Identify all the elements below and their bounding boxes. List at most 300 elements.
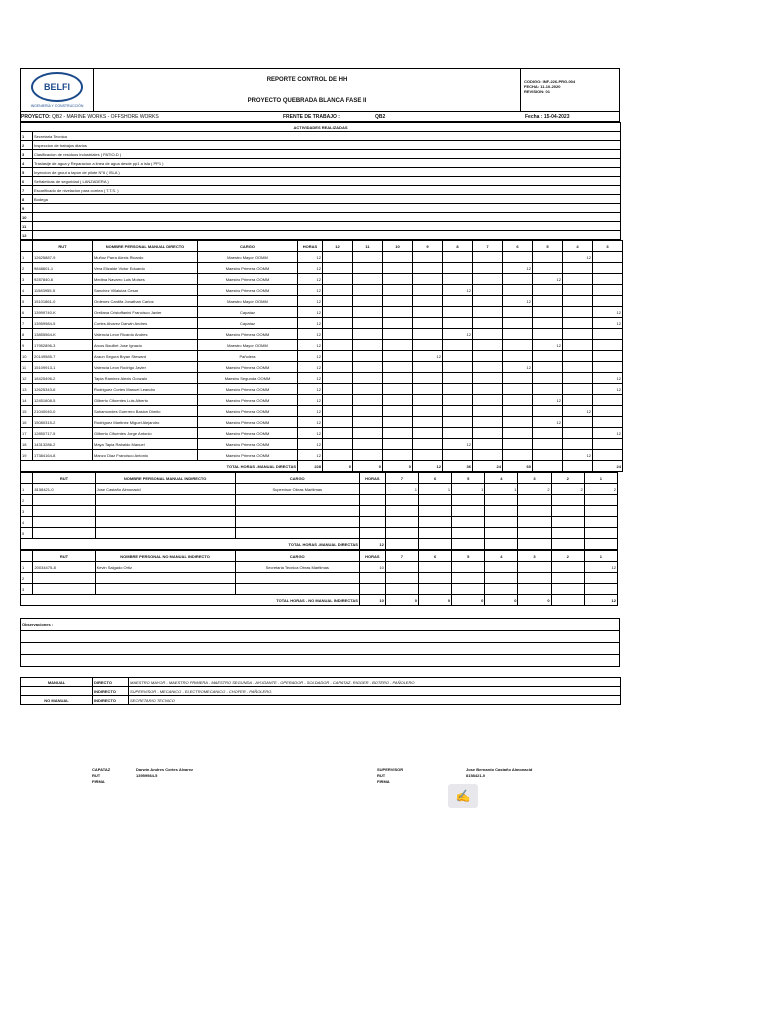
activity-text[interactable]: Señaleticas de seguridad ( LANZADERA )	[33, 177, 621, 186]
activity-hours-cell[interactable]	[533, 439, 563, 450]
activity-hours-cell[interactable]	[353, 318, 383, 329]
activity-hours-cell[interactable]	[485, 517, 518, 528]
activity-hours-cell[interactable]	[533, 362, 563, 373]
activity-hours-cell[interactable]	[353, 406, 383, 417]
activity-hours-cell[interactable]	[413, 329, 443, 340]
activity-hours-cell[interactable]	[473, 417, 503, 428]
total-cell: 0	[518, 595, 551, 606]
activity-hours-cell[interactable]	[385, 506, 418, 517]
activity-hours-cell[interactable]	[323, 263, 353, 274]
activity-number: 4	[21, 159, 33, 168]
activity-hours-cell[interactable]	[593, 285, 623, 296]
activity-hours-cell[interactable]	[443, 351, 473, 362]
worker-row	[21, 373, 623, 384]
activity-hours-cell[interactable]	[473, 450, 503, 461]
activity-hours-cell[interactable]	[563, 340, 593, 351]
activity-hours-cell[interactable]	[518, 562, 551, 573]
activity-hours-cell[interactable]	[563, 329, 593, 340]
activity-hours-cell[interactable]	[593, 274, 623, 285]
row-number: 18	[21, 439, 33, 450]
activity-hours-cell[interactable]	[383, 450, 413, 461]
activity-hours-cell[interactable]	[563, 307, 593, 318]
activity-hours-cell[interactable]: 12	[563, 406, 593, 417]
activity-hours-cell[interactable]: 12	[533, 274, 563, 285]
activity-hours-cell[interactable]	[383, 384, 413, 395]
activity-hours-cell[interactable]	[443, 450, 473, 461]
activity-hours-cell[interactable]	[518, 573, 551, 584]
activity-hours-cell[interactable]	[593, 252, 623, 263]
activity-hours-cell[interactable]	[503, 351, 533, 362]
observations-line[interactable]	[21, 631, 620, 643]
activity-hours-cell[interactable]	[418, 562, 451, 573]
indirect-manual-table	[20, 472, 618, 550]
activity-hours-cell[interactable]	[503, 373, 533, 384]
activity-hours-cell[interactable]	[353, 307, 383, 318]
legend-row	[21, 687, 621, 696]
activity-hours-cell[interactable]	[383, 252, 413, 263]
activity-hours-cell[interactable]: 12	[593, 428, 623, 439]
activity-text[interactable]: Clasificacion de residuos industriales ( PATIO-D )	[33, 150, 621, 159]
header-cell: 5	[452, 551, 485, 562]
activity-hours-cell[interactable]	[518, 506, 551, 517]
signature-label: CAPATAZ	[92, 767, 111, 772]
activity-hours-cell[interactable]: 12	[533, 340, 563, 351]
activity-hours-cell[interactable]	[353, 329, 383, 340]
activity-hours-cell[interactable]	[443, 373, 473, 384]
activity-hours-cell[interactable]	[533, 406, 563, 417]
activity-hours-cell[interactable]	[418, 584, 451, 595]
header-cell: RUT	[33, 473, 95, 484]
activity-hours-cell[interactable]	[353, 384, 383, 395]
activity-hours-cell[interactable]	[584, 528, 617, 539]
activity-hours-cell[interactable]	[485, 506, 518, 517]
row-number: 3	[21, 274, 33, 285]
activity-hours-cell[interactable]	[323, 428, 353, 439]
activity-hours-cell[interactable]: 12	[443, 329, 473, 340]
activity-text[interactable]: Escarificado de nivelacion para corriea ( T.T.S. )	[33, 186, 621, 195]
activity-hours-cell[interactable]: 1	[485, 484, 518, 495]
activity-hours-cell[interactable]	[533, 329, 563, 340]
activity-hours-cell[interactable]	[584, 517, 617, 528]
activity-hours-cell[interactable]	[413, 318, 443, 329]
activity-hours-cell[interactable]	[473, 373, 503, 384]
activity-hours-cell[interactable]	[503, 329, 533, 340]
header-cell: 3	[518, 473, 551, 484]
activity-hours-cell[interactable]: 12	[503, 263, 533, 274]
activity-hours-cell[interactable]	[413, 263, 443, 274]
activity-hours-cell[interactable]	[385, 573, 418, 584]
activity-text[interactable]: Inspeccion de trabajos diarios	[33, 141, 621, 150]
header-cell: 6	[418, 551, 451, 562]
activity-hours-cell[interactable]	[353, 351, 383, 362]
activity-hours-cell[interactable]	[533, 428, 563, 439]
activity-hours-cell[interactable]	[452, 562, 485, 573]
activity-hours-cell[interactable]	[418, 506, 451, 517]
hours-cell: 12	[298, 417, 323, 428]
activity-hours-cell[interactable]	[503, 285, 533, 296]
rut-cell: 14313286-2	[33, 439, 93, 450]
activity-hours-cell[interactable]	[563, 296, 593, 307]
activity-hours-cell[interactable]	[485, 562, 518, 573]
activity-hours-cell[interactable]: 12	[593, 307, 623, 318]
activity-hours-cell[interactable]	[443, 362, 473, 373]
activity-hours-cell[interactable]	[418, 495, 451, 506]
activity-hours-cell[interactable]	[385, 528, 418, 539]
activity-hours-cell[interactable]	[323, 285, 353, 296]
activity-hours-cell[interactable]	[563, 395, 593, 406]
activity-hours-cell[interactable]	[473, 351, 503, 362]
activity-hours-cell[interactable]	[473, 329, 503, 340]
activity-hours-cell[interactable]	[418, 517, 451, 528]
activity-hours-cell[interactable]	[503, 384, 533, 395]
activity-hours-cell[interactable]	[323, 296, 353, 307]
activity-hours-cell[interactable]	[473, 406, 503, 417]
activity-hours-cell[interactable]	[533, 384, 563, 395]
hours-cell: 12	[298, 285, 323, 296]
activity-hours-cell[interactable]	[443, 384, 473, 395]
activity-hours-cell[interactable]: 12	[503, 296, 533, 307]
activity-hours-cell[interactable]	[452, 528, 485, 539]
activity-hours-cell[interactable]	[563, 362, 593, 373]
activity-hours-cell[interactable]: 12	[563, 252, 593, 263]
activity-hours-cell[interactable]	[353, 274, 383, 285]
activity-hours-cell[interactable]	[413, 307, 443, 318]
header-cell: 11	[353, 241, 383, 252]
activity-hours-cell[interactable]	[413, 296, 443, 307]
activity-hours-cell[interactable]	[353, 417, 383, 428]
activity-hours-cell[interactable]	[443, 318, 473, 329]
activity-hours-cell[interactable]	[584, 584, 617, 595]
name-cell: Gilberto Cifuentes Luis Alberto	[93, 395, 198, 406]
activity-text[interactable]	[33, 231, 621, 240]
activity-hours-cell[interactable]	[323, 340, 353, 351]
activity-hours-cell[interactable]	[593, 263, 623, 274]
activity-hours-cell[interactable]	[473, 318, 503, 329]
activity-hours-cell[interactable]	[413, 384, 443, 395]
activity-hours-cell[interactable]	[503, 417, 533, 428]
activity-hours-cell[interactable]: 12	[563, 450, 593, 461]
activity-hours-cell[interactable]	[503, 406, 533, 417]
activity-hours-cell[interactable]	[418, 528, 451, 539]
activity-hours-cell[interactable]	[533, 307, 563, 318]
activity-hours-cell[interactable]: 12	[413, 351, 443, 362]
activity-hours-cell[interactable]	[473, 252, 503, 263]
activity-hours-cell[interactable]	[413, 395, 443, 406]
activity-hours-cell[interactable]	[418, 573, 451, 584]
total-hours: 228	[298, 461, 323, 472]
activity-hours-cell[interactable]	[473, 307, 503, 318]
activity-hours-cell[interactable]	[452, 517, 485, 528]
hours-cell: 12	[298, 373, 323, 384]
activity-hours-cell[interactable]	[452, 495, 485, 506]
activity-hours-cell[interactable]	[533, 351, 563, 362]
activity-hours-cell[interactable]	[503, 450, 533, 461]
activity-hours-cell[interactable]	[383, 417, 413, 428]
activity-hours-cell[interactable]	[413, 252, 443, 263]
activity-hours-cell[interactable]	[413, 274, 443, 285]
document-code-cell	[520, 69, 619, 111]
activity-hours-cell[interactable]	[353, 285, 383, 296]
activity-hours-cell[interactable]	[353, 450, 383, 461]
activity-hours-cell[interactable]	[533, 285, 563, 296]
activity-hours-cell[interactable]	[593, 450, 623, 461]
activity-hours-cell[interactable]: 1	[452, 484, 485, 495]
activity-hours-cell[interactable]	[383, 351, 413, 362]
activity-hours-cell[interactable]	[383, 285, 413, 296]
activity-hours-cell[interactable]	[485, 573, 518, 584]
activity-hours-cell[interactable]: 12	[593, 384, 623, 395]
activity-hours-cell[interactable]	[385, 584, 418, 595]
hours-cell: 12	[298, 384, 323, 395]
activity-hours-cell[interactable]	[485, 528, 518, 539]
activity-hours-cell[interactable]: 2	[584, 484, 617, 495]
activity-hours-cell[interactable]	[443, 417, 473, 428]
activity-hours-cell[interactable]	[323, 307, 353, 318]
activity-hours-cell[interactable]	[383, 340, 413, 351]
activity-hours-cell[interactable]	[473, 296, 503, 307]
name-cell: Gilberto Cifuentes Jorge Antonio	[93, 428, 198, 439]
activity-hours-cell[interactable]	[563, 417, 593, 428]
activity-hours-cell[interactable]: 1	[385, 484, 418, 495]
activity-hours-cell[interactable]	[551, 562, 584, 573]
activity-hours-cell[interactable]	[593, 329, 623, 340]
activity-text[interactable]: Bodega	[33, 195, 621, 204]
activity-hours-cell[interactable]: 2	[551, 484, 584, 495]
activity-text[interactable]: Secretaria Tecnica	[33, 132, 621, 141]
activity-hours-cell[interactable]	[473, 395, 503, 406]
activity-hours-cell[interactable]	[323, 406, 353, 417]
activity-hours-cell[interactable]	[593, 340, 623, 351]
activity-hours-cell[interactable]	[413, 362, 443, 373]
document-code: CODIGO: INF-226-PRG-004	[524, 79, 576, 84]
activity-hours-cell[interactable]	[593, 417, 623, 428]
activity-hours-cell[interactable]	[383, 428, 413, 439]
activity-hours-cell[interactable]	[551, 506, 584, 517]
activity-hours-cell[interactable]	[551, 495, 584, 506]
activity-hours-cell[interactable]: 2	[518, 484, 551, 495]
activity-hours-cell[interactable]	[533, 263, 563, 274]
activity-text[interactable]: Inyeccion de grout a tapon de pilote N°6 ( ISLA )	[33, 168, 621, 177]
activity-hours-cell[interactable]	[385, 495, 418, 506]
activity-hours-cell[interactable]	[413, 428, 443, 439]
activity-hours-cell[interactable]	[383, 329, 413, 340]
activity-hours-cell[interactable]: 12	[593, 318, 623, 329]
activity-hours-cell[interactable]	[533, 373, 563, 384]
activity-hours-cell[interactable]	[503, 340, 533, 351]
activity-hours-cell[interactable]	[551, 528, 584, 539]
activity-hours-cell[interactable]: 12	[443, 439, 473, 450]
activity-hours-cell[interactable]	[518, 528, 551, 539]
activity-hours-cell[interactable]	[593, 395, 623, 406]
activity-hours-cell[interactable]	[485, 495, 518, 506]
activity-hours-cell[interactable]	[413, 340, 443, 351]
activity-hours-cell[interactable]	[563, 263, 593, 274]
activity-hours-cell[interactable]	[353, 373, 383, 384]
activity-hours-cell[interactable]	[323, 417, 353, 428]
activity-hours-cell[interactable]	[593, 351, 623, 362]
activity-hours-cell[interactable]	[473, 263, 503, 274]
activity-hours-cell[interactable]	[518, 584, 551, 595]
rut-cell: 15101861-0	[33, 296, 93, 307]
activity-hours-cell[interactable]	[563, 384, 593, 395]
activity-hours-cell[interactable]	[485, 584, 518, 595]
activity-hours-cell[interactable]	[443, 296, 473, 307]
activity-hours-cell[interactable]	[443, 406, 473, 417]
activity-hours-cell[interactable]	[533, 296, 563, 307]
activity-hours-cell[interactable]	[503, 318, 533, 329]
activity-hours-cell[interactable]	[443, 263, 473, 274]
activity-hours-cell[interactable]	[443, 252, 473, 263]
activity-hours-cell[interactable]	[593, 406, 623, 417]
activity-hours-cell[interactable]	[353, 428, 383, 439]
activity-hours-cell[interactable]	[473, 362, 503, 373]
activity-hours-cell[interactable]	[584, 573, 617, 584]
row-number: 11	[21, 362, 33, 373]
activity-row	[21, 204, 621, 213]
activity-hours-cell[interactable]	[593, 439, 623, 450]
activity-hours-cell[interactable]	[323, 384, 353, 395]
activity-hours-cell[interactable]	[353, 296, 383, 307]
activity-hours-cell[interactable]	[563, 373, 593, 384]
worker-row	[21, 285, 623, 296]
activity-hours-cell[interactable]	[323, 318, 353, 329]
row-number: 2	[21, 263, 33, 274]
activity-hours-cell[interactable]	[473, 439, 503, 450]
activity-hours-cell[interactable]	[323, 351, 353, 362]
activity-hours-cell[interactable]	[413, 450, 443, 461]
activity-hours-cell[interactable]	[323, 450, 353, 461]
activity-hours-cell[interactable]	[443, 274, 473, 285]
activity-hours-cell[interactable]	[323, 439, 353, 450]
activity-hours-cell[interactable]	[443, 428, 473, 439]
cargo-cell: Maestro Primera OOMM	[198, 274, 298, 285]
activity-hours-cell[interactable]: 12	[503, 362, 533, 373]
activity-hours-cell[interactable]	[385, 517, 418, 528]
activity-hours-cell[interactable]	[593, 362, 623, 373]
activity-text[interactable]	[33, 213, 621, 222]
activity-hours-cell[interactable]	[353, 439, 383, 450]
name-cell: Jose Castaño Almonacid	[95, 484, 235, 495]
activity-hours-cell[interactable]	[452, 573, 485, 584]
activity-hours-cell[interactable]	[323, 274, 353, 285]
activity-hours-cell[interactable]	[383, 395, 413, 406]
activity-hours-cell[interactable]	[413, 285, 443, 296]
activity-hours-cell[interactable]	[473, 428, 503, 439]
activity-hours-cell[interactable]	[353, 252, 383, 263]
cargo-cell: Maestro Primera OOMM	[198, 439, 298, 450]
activity-hours-cell[interactable]	[563, 285, 593, 296]
activity-hours-cell[interactable]	[563, 428, 593, 439]
activity-hours-cell[interactable]	[383, 307, 413, 318]
observations-line[interactable]	[21, 643, 620, 655]
cargo-cell: Maestro Primera OOMM	[198, 362, 298, 373]
worker-row	[21, 384, 623, 395]
activity-hours-cell[interactable]	[533, 450, 563, 461]
activity-hours-cell[interactable]	[473, 274, 503, 285]
activity-hours-cell[interactable]	[452, 506, 485, 517]
activity-hours-cell[interactable]: 12	[584, 562, 617, 573]
activity-hours-cell[interactable]	[383, 274, 413, 285]
activity-hours-cell[interactable]	[383, 263, 413, 274]
activity-hours-cell[interactable]	[413, 373, 443, 384]
activity-hours-cell[interactable]	[383, 318, 413, 329]
activity-hours-cell[interactable]: 12	[533, 417, 563, 428]
activity-hours-cell[interactable]	[584, 506, 617, 517]
activity-hours-cell[interactable]	[503, 307, 533, 318]
activity-hours-cell[interactable]	[563, 318, 593, 329]
activity-hours-cell[interactable]	[323, 252, 353, 263]
activity-text[interactable]	[33, 222, 621, 231]
activity-hours-cell[interactable]	[503, 395, 533, 406]
activity-hours-cell[interactable]	[503, 252, 533, 263]
activity-hours-cell[interactable]	[518, 517, 551, 528]
activity-hours-cell[interactable]	[323, 395, 353, 406]
activity-hours-cell[interactable]	[503, 439, 533, 450]
non-manual-table	[20, 550, 618, 606]
activity-hours-cell[interactable]	[503, 428, 533, 439]
activity-hours-cell[interactable]	[551, 517, 584, 528]
activity-hours-cell[interactable]	[593, 296, 623, 307]
activity-hours-cell[interactable]	[383, 296, 413, 307]
activity-hours-cell[interactable]	[551, 573, 584, 584]
activity-hours-cell[interactable]	[473, 340, 503, 351]
activity-hours-cell[interactable]	[473, 384, 503, 395]
activity-hours-cell[interactable]	[353, 263, 383, 274]
activity-hours-cell[interactable]: 12	[533, 395, 563, 406]
activity-text[interactable]: Traslasije de agua y Reparacion a linea de agua desde pp1 a isla ( PP1 )	[33, 159, 621, 168]
activity-hours-cell[interactable]	[383, 439, 413, 450]
activity-hours-cell[interactable]	[383, 362, 413, 373]
activity-hours-cell[interactable]	[503, 274, 533, 285]
activity-hours-cell[interactable]	[385, 562, 418, 573]
activity-hours-cell[interactable]	[413, 417, 443, 428]
activity-hours-cell[interactable]	[452, 584, 485, 595]
activity-hours-cell[interactable]: 12	[443, 285, 473, 296]
activity-hours-cell[interactable]	[551, 584, 584, 595]
activity-hours-cell[interactable]	[413, 439, 443, 450]
activity-hours-cell[interactable]	[323, 373, 353, 384]
activity-hours-cell[interactable]	[584, 495, 617, 506]
activity-hours-cell[interactable]	[443, 340, 473, 351]
activity-hours-cell[interactable]	[533, 252, 563, 263]
report-title: REPORTE CONTROL DE HH	[266, 76, 348, 83]
observations-line[interactable]	[21, 655, 620, 667]
activity-hours-cell[interactable]	[323, 362, 353, 373]
header-cell: CARGO	[198, 241, 298, 252]
activity-hours-cell[interactable]	[413, 406, 443, 417]
activity-text[interactable]	[33, 204, 621, 213]
header-cell: 7	[473, 241, 503, 252]
activity-hours-cell[interactable]	[323, 329, 353, 340]
activity-hours-cell[interactable]	[353, 395, 383, 406]
activity-hours-cell[interactable]	[383, 406, 413, 417]
activity-hours-cell[interactable]: 12	[593, 373, 623, 384]
activity-hours-cell[interactable]	[563, 439, 593, 450]
activity-hours-cell[interactable]	[533, 318, 563, 329]
activity-hours-cell[interactable]	[443, 395, 473, 406]
activity-hours-cell[interactable]	[518, 495, 551, 506]
row-number: 10	[21, 351, 33, 362]
total-cell	[584, 539, 617, 550]
activity-hours-cell[interactable]: 1	[418, 484, 451, 495]
activity-hours-cell[interactable]	[473, 285, 503, 296]
activity-hours-cell[interactable]	[563, 351, 593, 362]
activity-hours-cell[interactable]	[353, 340, 383, 351]
activity-hours-cell[interactable]	[383, 373, 413, 384]
activity-hours-cell[interactable]	[563, 274, 593, 285]
activity-hours-cell[interactable]	[353, 362, 383, 373]
activity-hours-cell[interactable]	[443, 307, 473, 318]
